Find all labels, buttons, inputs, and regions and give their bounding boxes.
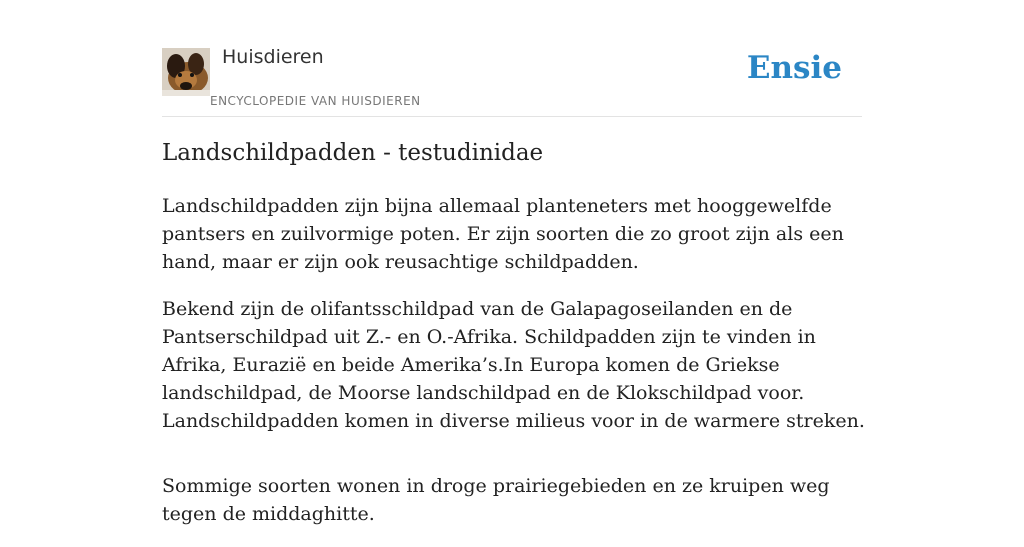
site-header <box>162 44 862 117</box>
site-name-link[interactable]: Huisdieren <box>222 46 324 68</box>
article-body <box>162 192 866 547</box>
article-paragraph: Bekend zijn de olifantsschildpad van de Galapagoseilanden en de Pantserschildpad uit Z.- en O.-Afrika. Schildpadden zijn te vinden in Afrika, Eurazië en beide Amerika’s.In Europa komen de Griekse landschildpad, de Moorse landschildpad en de Klokschildpad voor. Landschildpadden komen in diverse milieus voor in de warmere streken. <box>162 298 865 432</box>
site-tagline: ENCYCLOPEDIE VAN HUISDIEREN <box>210 94 421 108</box>
brand-logo-link[interactable]: Ensie <box>746 50 842 86</box>
dog-avatar-icon[interactable] <box>162 48 210 96</box>
article-paragraph: Sommige soorten wonen in droge prairiegebieden en ze kruipen weg tegen de middaghitte. <box>162 475 830 525</box>
article-paragraph: Landschildpadden zijn bijna allemaal planteneters met hooggewelfde pantsers en zuilvormige poten. Er zijn soorten die zo groot zijn als een hand, maar er zijn ook reusachtige schildpadden. <box>162 195 844 273</box>
article-title: Landschildpadden - testudinidae <box>162 140 544 166</box>
